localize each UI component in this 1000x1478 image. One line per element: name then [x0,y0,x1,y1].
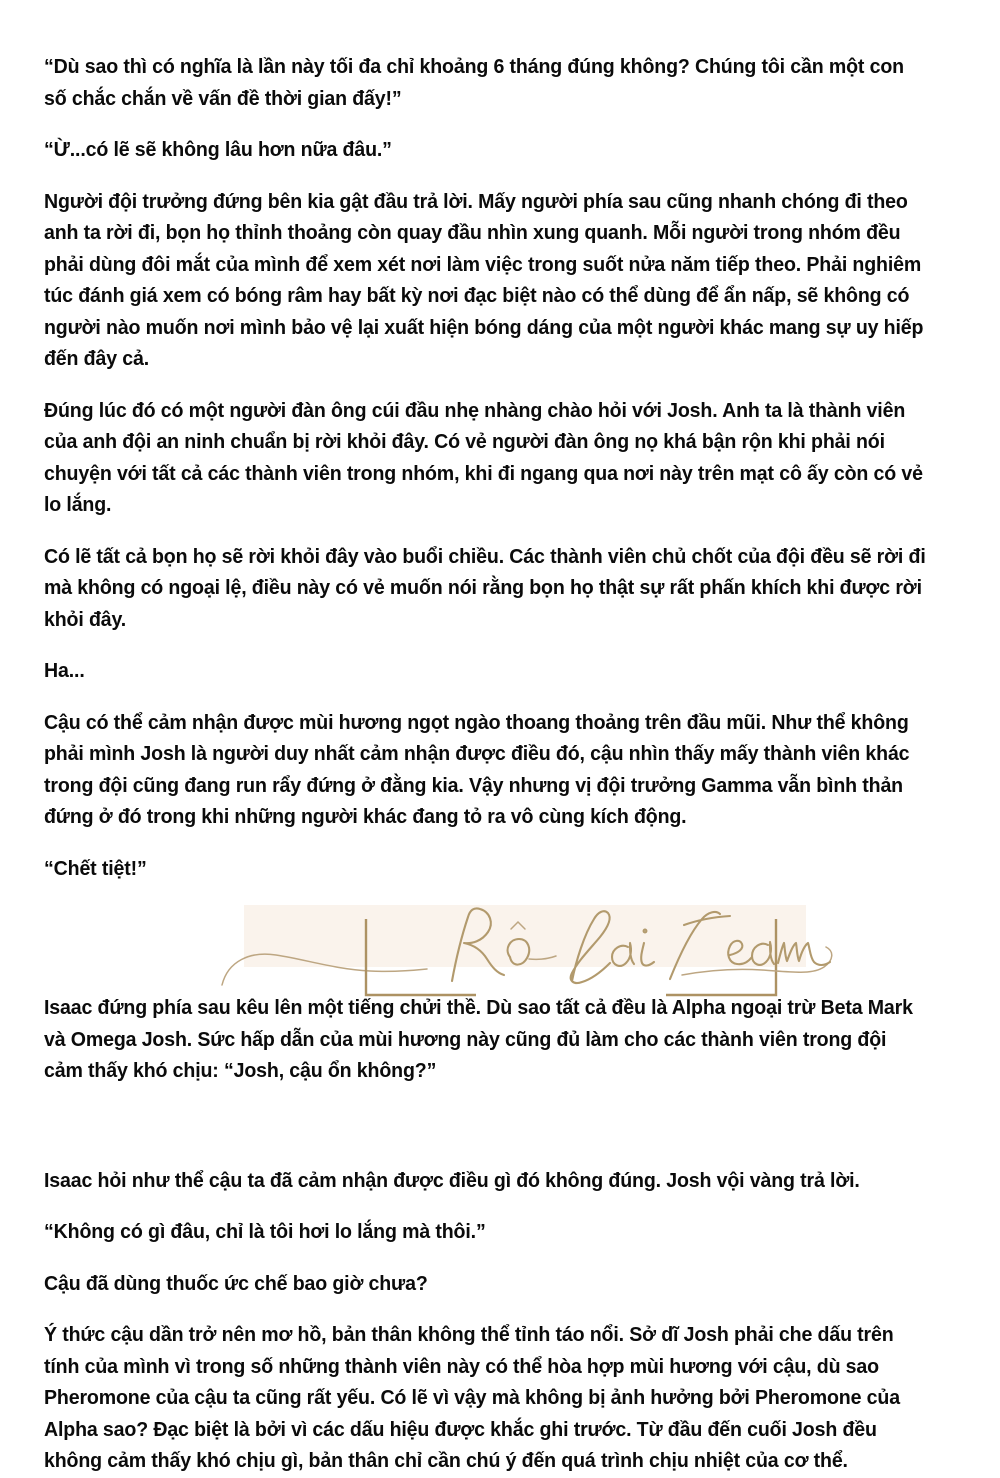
paragraph: Ha... [44,660,85,682]
paragraph: “Dù sao thì có nghĩa là lần này tối đa chỉ khoảng 6 tháng đúng không? Chúng tôi cần một con số chắc chắn về vấn đề thời gian đấy!” [44,56,904,110]
paragraph: Đúng lúc đó có một người đàn ông cúi đầu nhẹ nhàng chào hỏi với Josh. Anh ta là thành viên của anh đội an ninh chuẩn bị rời khỏi đây. Có vẻ người đàn ông nọ khá bận rộn khi phải nói chuyện với tất cả các thành viên trong nhóm, khi đi ngang qua nơi này trên mạt cô ấy còn có vẻ lo lắng. [44,399,923,516]
paragraph: Người đội trưởng đứng bên kia gật đầu trả lời. Mấy người phía sau cũng nhanh chóng đi theo anh ta rời đi, bọn họ thỉnh thoảng còn quay đầu nhìn xung quanh. Mỗi người trong nhóm đều phải dùng đôi mắt của mình để xem xét nơi làm việc trong suốt nửa năm tiếp theo. Phải nghiêm túc đánh giá xem có bóng râm hay bất kỳ nơi đạc biệt nào có thể dùng để ẩn nấp, sẽ không có người nào muốn nơi mình bảo vệ lại xuất hiện bóng dáng của một người khác mang sự uy hiếp đến đây cả. [44,190,924,370]
paragraph: Ý thức cậu dần trở nên mơ hồ, bản thân không thể tỉnh táo nổi. Sở dĩ Josh phải che dấu trên tính của mình vì trong số những thành viên này có thể hòa hợp mùi hương với cậu, dù sao Pheromone của cậu ta cũng rất yếu. Có lẽ vì vậy mà không bị ảnh hưởng bởi Pheromone của Alpha sao? Đạc biệt là bởi vì các dấu hiệu được khắc ghi trước. Từ đầu đến cuối Josh đều không cảm thấy khó chịu gì, bản thân chỉ cần chú ý đến quá trình chịu nhiệt của cơ thể. [44,1324,900,1472]
paragraph: Cậu có thể cảm nhận được mùi hương ngọt ngào thoang thoảng trên đầu mũi. Như thể không phải mình Josh là người duy nhất cảm nhận được điều đó, cậu nhìn thấy mấy thành viên khác trong đội cũng đang run rẩy đứng ở đằng kia. Vậy nhưng vị đội trưởng Gamma vẫn bình thản đứng ở đó trong khi những người khác đang tỏ ra vô cùng kích động. [44,711,910,828]
watermark-banner [244,905,806,967]
paragraph: Isaac hỏi như thể cậu ta đã cảm nhận được điều gì đó không đúng. Josh vội vàng trả lời. [44,1169,860,1192]
paragraph: Cậu đã dùng thuốc ức chế bao giờ chưa? [44,1272,428,1295]
paragraph: Isaac đứng phía sau kêu lên một tiếng chửi thề. Dù sao tất cả đều là Alpha ngoại trừ Beta Mark và Omega Josh. Sức hấp dẫn của mùi hương này cũng đủ làm cho các thành viên trong đội cảm thấy khó chịu: “Josh, cậu ổn không?” [44,997,913,1082]
paragraph: “Chết tiệt!” [44,857,147,880]
watermark-script-icon [184,863,864,1013]
paragraph: “Không có gì đâu, chỉ là tôi hơi lo lắng mà thôi.” [44,1221,486,1243]
paragraph: “Ừ...có lẽ sẽ không lâu hơn nữa đâu.” [44,139,392,161]
story-body [44,52,960,1478]
paragraph: Có lẽ tất cả bọn họ sẽ rời khỏi đây vào buổi chiều. Các thành viên chủ chốt của đội đều sẽ rời đi mà không có ngoại lệ, điều này có vẻ muốn nói rằng bọn họ thật sự rất phấn khích khi được rời khỏi đây. [44,545,926,631]
